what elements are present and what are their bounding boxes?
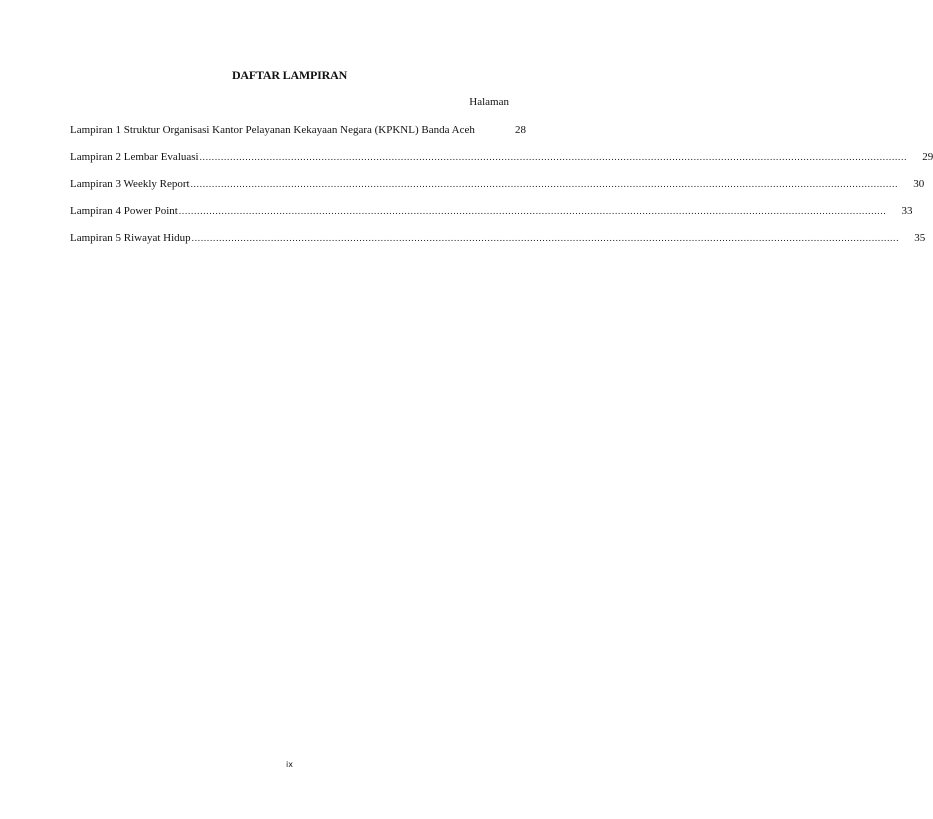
- toc-entry: [70, 151, 933, 178]
- toc-entry: [70, 178, 925, 205]
- toc-entry-page: 29: [922, 151, 933, 163]
- toc-entry-label: Lampiran 5 Riwayat Hidup: [70, 232, 191, 244]
- toc-entry-label: Lampiran 3 Weekly Report: [70, 178, 190, 190]
- dot-leader: ........................................................................................................................................................................................................................................: [178, 206, 887, 216]
- toc-entry-page: 30: [913, 178, 925, 190]
- page-column-header: Halaman: [469, 96, 509, 108]
- dot-leader: ........................................................................................................................................................................................................................................: [199, 152, 908, 162]
- toc-entry-label: Lampiran 2 Lembar Evaluasi: [70, 151, 199, 163]
- toc-entry-page: 33: [901, 205, 913, 217]
- table-of-contents: [70, 124, 933, 259]
- dot-leader: ........................................................................................................................................................................................................................................: [191, 233, 900, 243]
- toc-entry-label: Lampiran 1 Struktur Organisasi Kantor Pelayanan Kekayaan Negara (KPKNL) Banda Aceh: [70, 124, 475, 136]
- page-number: ix: [286, 760, 293, 769]
- toc-entry: [70, 205, 913, 232]
- toc-entry-page: 28: [515, 124, 526, 136]
- toc-entry: [70, 124, 526, 151]
- toc-entry-label: Lampiran 4 Power Point: [70, 205, 178, 217]
- toc-entry: [70, 232, 926, 259]
- page-title: DAFTAR LAMPIRAN: [231, 68, 348, 82]
- toc-entry-page: 35: [914, 232, 926, 244]
- dot-leader: ........................................................................................................................................................................................................................................: [190, 179, 899, 189]
